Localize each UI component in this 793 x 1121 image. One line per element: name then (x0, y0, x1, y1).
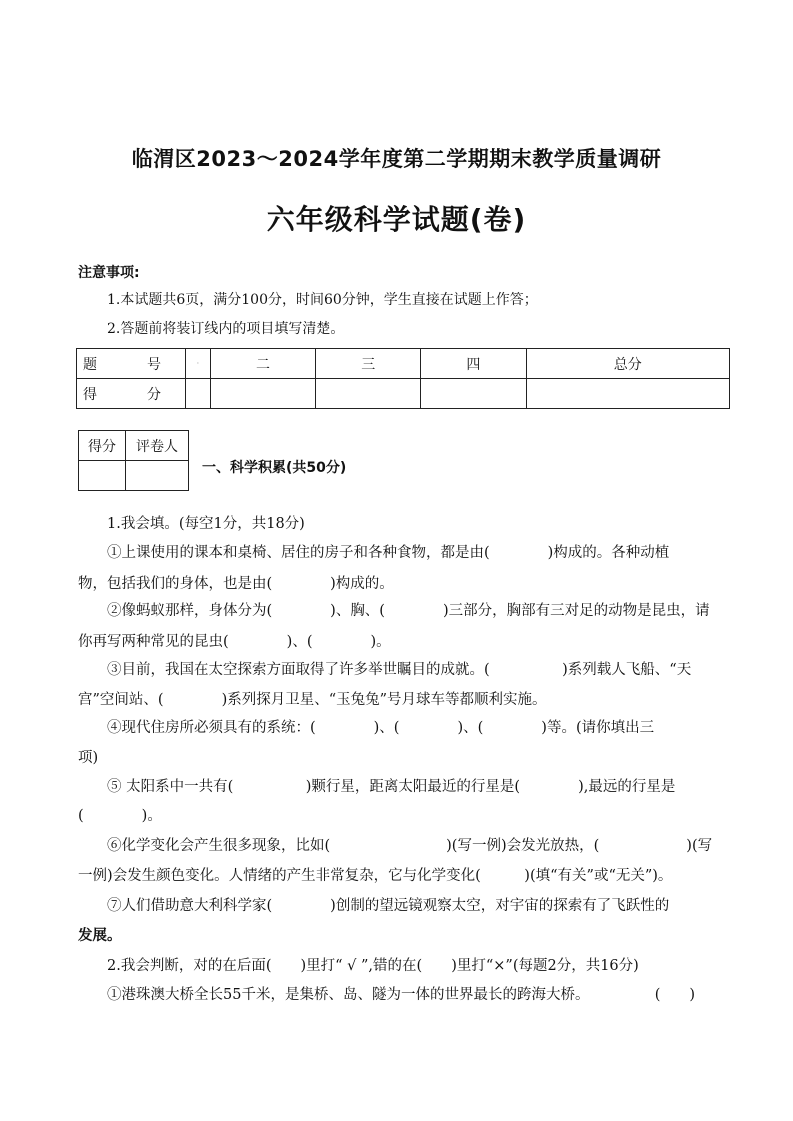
question-line: 物，包括我们的身体，也是由( )构成的。 (78, 576, 394, 592)
question-heading: 1.我会填。(每空1分，共18分) (107, 516, 305, 532)
exam-subject-title: 六年级科学试题(卷) (266, 203, 527, 236)
score-table-header-row (77, 349, 730, 379)
question-line: 你再写两种常见的昆虫( )、( )。 (78, 634, 391, 650)
grader-score-cell[interactable] (79, 461, 126, 491)
notice-item-1: 1.本试题共6页，满分100分，时间60分钟，学生直接在试题上作答； (107, 292, 538, 308)
score-cell-label: 题 号 (77, 349, 186, 379)
notice-heading: 注意事项: (78, 265, 140, 281)
notice-item-2: 2.答题前将装订线内的项目填写清楚。 (107, 321, 345, 337)
question-line: ④现代住房所必须具有的系统：( )、( )、( )等。(请你填出三 (107, 720, 655, 736)
section-title: 一、科学积累(共50分) (202, 460, 347, 476)
score-input-q1[interactable] (186, 379, 211, 409)
question-line: ( )。 (78, 808, 162, 824)
score-input-total[interactable] (526, 379, 729, 409)
question-line: ②像蚂蚁那样，身体分为( )、胸、( )三部分，胸部有三对足的动物是昆虫，请 (107, 603, 710, 619)
score-cell-q2: 二 (210, 349, 315, 379)
question-line: ⑦人们借助意大利科学家( )创制的望远镜观察太空，对宇宙的探索有了飞跃性的 (107, 898, 670, 914)
question-line: ①港珠澳大桥全长55千米，是集桥、岛、隧为一体的世界最长的跨海大桥。 ( ) (107, 987, 696, 1003)
question-line: ①上课使用的课本和桌椅、居住的房子和各种食物，都是由( )构成的。各种动植 (107, 545, 670, 561)
score-cell-total: 总分 (526, 349, 729, 379)
score-cell-q1: · (186, 349, 211, 379)
question-line: 项) (78, 750, 99, 766)
grader-table (78, 430, 189, 491)
grader-name-label: 评卷人 (126, 431, 189, 461)
question-line: 发展。 (78, 927, 122, 944)
grader-name-cell[interactable] (126, 461, 189, 491)
score-table-score-row (77, 379, 730, 409)
question-line: ③目前，我国在太空探索方面取得了许多举世瞩目的成就。( )系列载人飞船、“天 (107, 662, 692, 678)
question-line: 宫”空间站、( )系列探月卫星、“玉兔兔”号月球车等都顺利实施。 (78, 692, 547, 708)
question-line: 一例)会发生颜色变化。人情绪的产生非常复杂，它与化学变化( )(填“有关”或“无关”)。 (78, 868, 673, 884)
score-cell-q3: 三 (316, 349, 421, 379)
question-line: ⑤ 太阳系中一共有( )颗行星，距离太阳最近的行星是( ),最远的行星是 (107, 779, 676, 795)
exam-region-title: 临渭区2023～2024学年度第二学期期末教学质量调研 (131, 147, 662, 171)
score-cell-q4: 四 (421, 349, 526, 379)
score-input-q3[interactable] (316, 379, 421, 409)
score-input-q2[interactable] (210, 379, 315, 409)
score-cell-label: 得 分 (77, 379, 186, 409)
score-input-q4[interactable] (421, 379, 526, 409)
score-table (76, 348, 730, 409)
question-heading: 2.我会判断，对的在后面( )里打“ √ ”,错的在( )里打“×”(每题2分，共16分) (107, 958, 639, 974)
grader-score-label: 得分 (79, 431, 126, 461)
question-line: ⑥化学变化会产生很多现象，比如( )(写一例)会发光放热，( )(写 (107, 838, 713, 854)
